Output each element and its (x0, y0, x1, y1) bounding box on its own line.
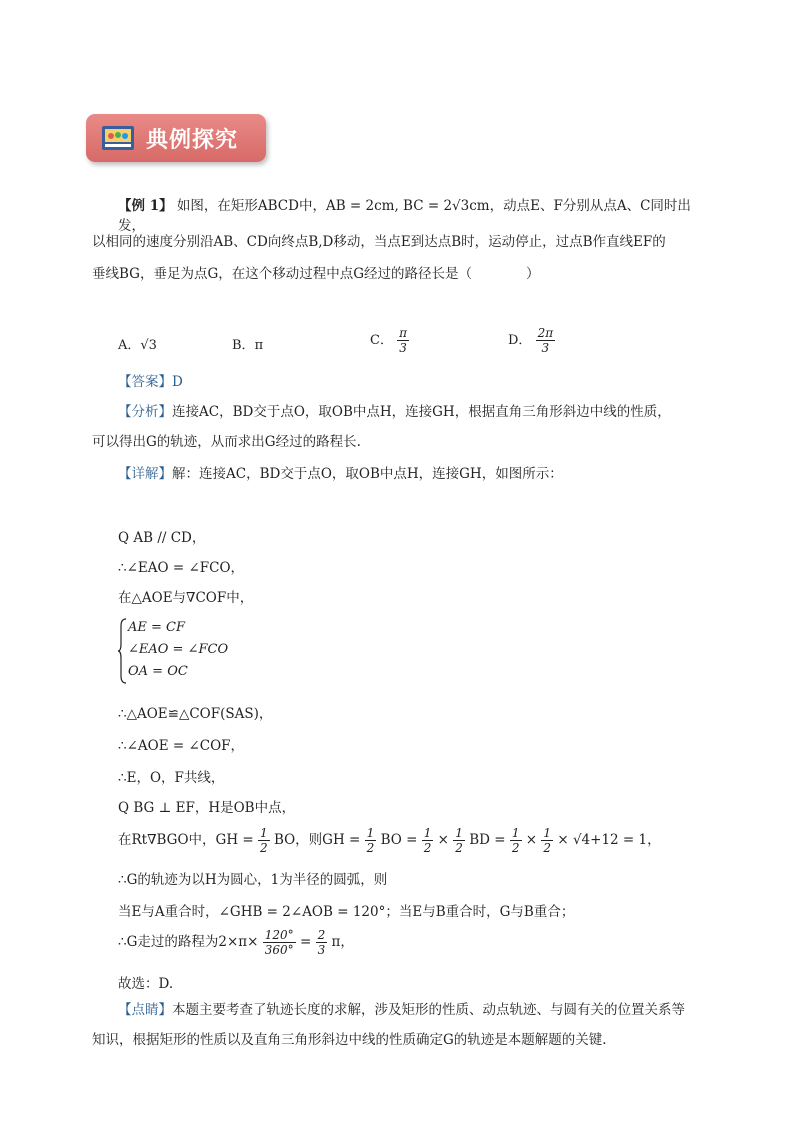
step-6: ∴E，O，F共线， (118, 770, 225, 786)
detail-line: 【详解】解：连接AC，BD交于点O，取OB中点H，连接GH，如图所示： (118, 466, 563, 482)
option-a[interactable]: A．√3 (118, 338, 157, 353)
step-11: ∴G走过的路程为2×π× $\frac{120^\circ}{360^\circ}$ = $\frac{2}{3}$ π， (118, 928, 354, 957)
step-12: 故选：D. (118, 976, 174, 992)
section-title: 典例探究 (146, 127, 239, 153)
step-10: 当E与A重合时，∠GHB = 2∠AOB = 120°；当E与B重合时，G与B重合； (118, 904, 575, 920)
section-banner (86, 114, 266, 162)
analysis-line-1: 【分析】连接AC，BD交于点O，取OB中点H，连接GH，根据直角三角形斜边中线的性质， (118, 404, 671, 420)
step-9: ∴G的轨迹为以H为圆心，1为半径的圆弧，则 (118, 872, 388, 888)
equation-system: AE = CF ∠EAO = ∠FCO OA = OC (118, 618, 258, 684)
classroom-icon (102, 126, 134, 150)
question-text-2: 以相同的速度分别沿AB、CD向终点B,D移动，当点E到达点B时，运动停止，过点B作直线EF的 (92, 234, 666, 250)
step-1: Q AB // CD， (118, 530, 206, 546)
option-c[interactable]: C． $\frac{\pi}{3}$ (370, 326, 407, 355)
step-7: Q BG ⊥ EF，H是OB中点， (118, 800, 296, 816)
comment-line-1: 【点睛】本题主要考查了轨迹长度的求解，涉及矩形的性质、动点轨迹、与圆有关的位置关系等 (118, 1002, 685, 1018)
comment-line-2: 知识，根据矩形的性质以及直角三角形斜边中线的性质确定G的轨迹是本题解题的关键. (92, 1032, 607, 1048)
step-5: ∴∠AOE = ∠COF， (118, 738, 245, 754)
brace-icon (118, 618, 128, 684)
question-text-3: 垂线BG，垂足为点G，在这个移动过程中点G经过的路径长是（ ） (92, 266, 540, 282)
step-4: ∴△AOE≌△COF(SAS)， (118, 706, 273, 722)
question-text-1: 如图，在矩形ABCD中，AB = 2cm, BC = 2√3cm，动点E、F分别从点A、C同时出发， (118, 198, 691, 234)
question-tag: 【例 1】 (118, 198, 173, 214)
option-b[interactable]: B．π (232, 338, 264, 353)
step-3: 在△AOE与∇COF中， (118, 590, 254, 606)
question-line-1 (118, 196, 708, 236)
option-d[interactable]: D． $\frac{2\pi}{3}$ (508, 326, 554, 355)
step-2: ∴∠EAO = ∠FCO， (118, 560, 245, 576)
step-8: 在Rt∇BGO中，GH = $\frac{1}{2}$ BO，则GH = $\frac{1}{2}$ BO = $\frac{1}{2}$ × $\frac{1}{2}$ BD = $\frac{1}{2}$ × $\frac{1}{2}$ × √4+12 = 1， (118, 826, 661, 855)
analysis-line-2: 可以得出G的轨迹，从而求出G经过的路程长. (92, 434, 361, 450)
answer-line: 【答案】D (118, 374, 183, 390)
